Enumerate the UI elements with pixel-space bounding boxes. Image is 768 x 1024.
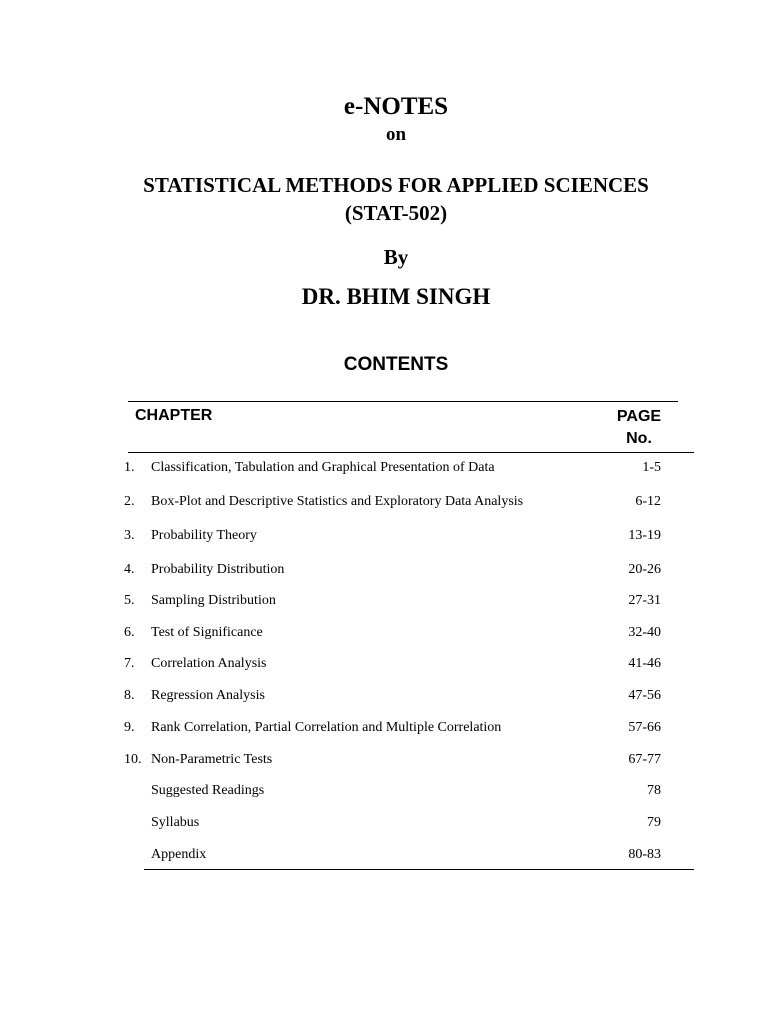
chapter-pages: 57-66 xyxy=(628,720,661,735)
chapter-title: Sampling Distribution xyxy=(151,593,276,608)
chapter-pages: 78 xyxy=(647,783,661,798)
chapter-number: 7. xyxy=(124,656,135,671)
table-row xyxy=(0,492,768,512)
chapter-title: Classification, Tabulation and Graphical Presentation of Data xyxy=(151,460,495,475)
chapter-pages: 6-12 xyxy=(635,494,661,509)
chapter-title: Appendix xyxy=(151,847,207,862)
on-label: on xyxy=(385,124,407,145)
table-row xyxy=(0,750,768,770)
chapter-pages: 67-77 xyxy=(628,752,661,767)
chapter-pages: 20-26 xyxy=(628,562,661,577)
chapter-title: Probability Theory xyxy=(151,528,257,543)
chapter-pages: 80-83 xyxy=(628,847,661,862)
chapter-title: Non-Parametric Tests xyxy=(151,752,273,767)
table-row xyxy=(0,718,768,738)
table-row xyxy=(0,813,768,833)
table-row xyxy=(0,654,768,674)
chapter-pages: 41-46 xyxy=(628,656,661,671)
chapter-title: Suggested Readings xyxy=(151,783,265,798)
chapter-pages: 47-56 xyxy=(628,688,661,703)
chapter-pages: 27-31 xyxy=(628,593,661,608)
table-row xyxy=(0,458,768,478)
chapter-number: 6. xyxy=(124,625,135,640)
chapter-number: 4. xyxy=(124,562,135,577)
chapter-title: Correlation Analysis xyxy=(151,656,267,671)
chapter-title: Rank Correlation, Partial Correlation and Multiple Correlation xyxy=(151,720,502,735)
table-header-rule xyxy=(128,452,694,453)
column-header-page-line1: PAGE xyxy=(616,408,662,425)
table-row xyxy=(0,781,768,801)
chapter-pages: 13-19 xyxy=(628,528,661,543)
table-row xyxy=(0,526,768,546)
author-name: DR. BHIM SINGH xyxy=(301,284,491,309)
chapter-pages: 1-5 xyxy=(642,460,661,475)
table-bottom-rule xyxy=(144,869,694,870)
chapter-title: Regression Analysis xyxy=(151,688,265,703)
table-row xyxy=(0,845,768,865)
chapter-pages: 32-40 xyxy=(628,625,661,640)
column-header-page-line2: No. xyxy=(626,430,652,447)
table-row xyxy=(0,560,768,580)
chapter-number: 5. xyxy=(124,593,135,608)
table-top-rule xyxy=(128,401,678,402)
chapter-number: 2. xyxy=(124,494,135,509)
column-header-chapter: CHAPTER xyxy=(135,407,213,424)
chapter-number: 1. xyxy=(124,460,135,475)
table-row xyxy=(0,686,768,706)
table-row xyxy=(0,591,768,611)
contents-heading: CONTENTS xyxy=(343,354,449,375)
table-row xyxy=(0,623,768,643)
chapter-pages: 79 xyxy=(647,815,661,830)
enotes-title: e-NOTES xyxy=(343,93,449,120)
course-code: (STAT-502) xyxy=(344,201,448,225)
chapter-title: Box-Plot and Descriptive Statistics and Exploratory Data Analysis xyxy=(151,494,524,509)
chapter-title: Test of Significance xyxy=(151,625,263,640)
course-title: STATISTICAL METHODS FOR APPLIED SCIENCES xyxy=(143,173,649,197)
chapter-number: 8. xyxy=(124,688,135,703)
by-label: By xyxy=(383,245,409,269)
chapter-number: 10. xyxy=(124,752,142,767)
column-header-page xyxy=(604,406,674,450)
chapter-title: Probability Distribution xyxy=(151,562,285,577)
chapter-number: 9. xyxy=(124,720,135,735)
chapter-number: 3. xyxy=(124,528,135,543)
chapter-title: Syllabus xyxy=(151,815,200,830)
